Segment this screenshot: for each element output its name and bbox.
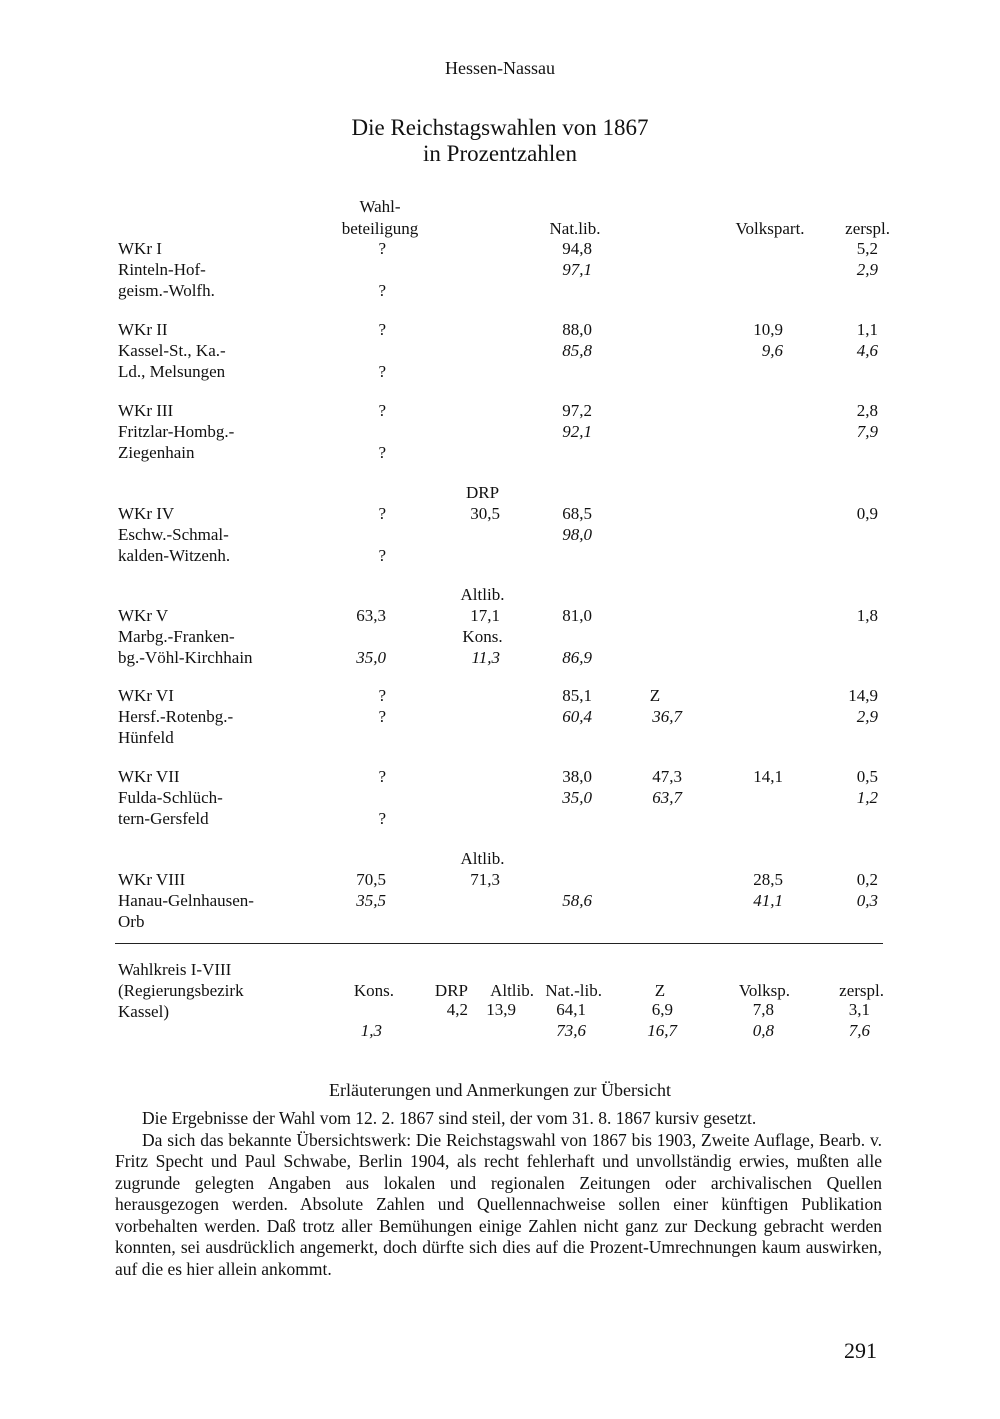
summary-value: 1,3 bbox=[360, 1021, 382, 1040]
table-divider bbox=[115, 943, 883, 944]
natlib-value: 97,1 bbox=[562, 260, 592, 279]
district-name: WKr IV bbox=[118, 504, 175, 523]
natlib-value: 68,5 bbox=[562, 504, 592, 523]
district-name: kalden-Witzenh. bbox=[118, 546, 231, 565]
turnout-value: ? bbox=[378, 546, 386, 565]
turnout-value: ? bbox=[378, 809, 386, 828]
natlib-value: 86,9 bbox=[562, 648, 592, 667]
party-value: 11,3 bbox=[471, 648, 500, 667]
natlib-value: 85,1 bbox=[562, 686, 592, 705]
natlib-value: 98,0 bbox=[562, 525, 592, 544]
summary-header-kons: Kons. bbox=[353, 981, 394, 1000]
zerspl-value: 1,8 bbox=[856, 606, 878, 625]
turnout-value: 70,5 bbox=[356, 870, 386, 889]
header-wahlbeteiligung-2: beteiligung bbox=[341, 219, 419, 238]
natlib-value: 35,0 bbox=[562, 788, 592, 807]
turnout-value: ? bbox=[378, 281, 386, 300]
summary-value: 6,9 bbox=[651, 1000, 673, 1019]
summary-header-volksp: Volksp. bbox=[738, 981, 790, 1000]
district-name: Hanau-Gelnhausen- bbox=[118, 891, 254, 910]
notes-paragraph: Die Ergebnisse der Wahl vom 12. 2. 1867 sind steil, der vom 31. 8. 1867 kursiv gesetzt. bbox=[142, 1108, 757, 1128]
zerspl-value: 4,6 bbox=[856, 341, 878, 360]
district-name: WKr VII bbox=[118, 767, 180, 786]
natlib-value: 97,2 bbox=[562, 401, 592, 420]
party-label-z: Z bbox=[649, 686, 661, 705]
turnout-value: 35,0 bbox=[356, 648, 386, 667]
district-name: WKr II bbox=[118, 320, 168, 339]
summary-value: 64,1 bbox=[556, 1000, 586, 1019]
z-value: 47,3 bbox=[652, 767, 682, 786]
header-volkspart: Volkspart. bbox=[735, 219, 805, 238]
natlib-value: 60,4 bbox=[562, 707, 592, 726]
notes-paragraph: Da sich das bekannte Übersichtswerk: Die Reichstagswahl von 1867 bis 1903, Zweite Auflage, Bearb. v. Fritz Specht und Paul Schwabe, Berlin 1904, als recht fehlerhaft und unvollständig erwies, mußten alle zugrunde gelegten Angaben aus lokalen und regionalen Zeitungen oder archivalischen Quellen herausgezogen werden. Absolute Zahlen und Quellennachweise sollen einer künftigen Publikation vorbehalten werden. Daß trotz aller Bemühungen einige Zahlen nicht ganz zur Deckung gebracht werden konnten, sei ausdrücklich angemerkt, doch dürfte sich dies auf die Prozent-Umrechnungen kaum auswirken, auf die es hier allein ankommt. bbox=[115, 1129, 882, 1279]
party-label: Altlib. bbox=[460, 585, 505, 604]
natlib-value: 38,0 bbox=[562, 767, 592, 786]
summary-value: 13,9 bbox=[486, 1000, 516, 1019]
z-value: 36,7 bbox=[652, 707, 682, 726]
turnout-value: ? bbox=[378, 707, 386, 726]
district-name: Fritzlar-Hombg.- bbox=[118, 422, 235, 441]
district-name: WKr VIII bbox=[118, 870, 186, 889]
volkspart-value: 10,9 bbox=[753, 320, 783, 339]
summary-header-z: Z bbox=[654, 981, 666, 1000]
zerspl-value: 1,1 bbox=[856, 320, 878, 339]
volkspart-value: 14,1 bbox=[753, 767, 783, 786]
summary-name: (Regierungsbezirk bbox=[118, 981, 244, 1000]
summary-value: 73,6 bbox=[556, 1021, 586, 1040]
zerspl-value: 0,9 bbox=[856, 504, 878, 523]
header-natlib: Nat.lib. bbox=[549, 219, 601, 238]
district-name: Ld., Melsungen bbox=[118, 362, 226, 381]
party-label: Kons. bbox=[462, 627, 503, 646]
turnout-value: 63,3 bbox=[356, 606, 386, 625]
running-head: Hessen-Nassau bbox=[445, 58, 555, 78]
district-name: Marbg.-Franken- bbox=[118, 627, 235, 646]
zerspl-value: 0,3 bbox=[856, 891, 878, 910]
turnout-value: ? bbox=[378, 504, 386, 523]
page-title: Die Reichstagswahlen von 1867 bbox=[351, 115, 649, 140]
volkspart-value: 28,5 bbox=[753, 870, 783, 889]
turnout-value: ? bbox=[378, 362, 386, 381]
header-wahlbeteiligung-1: Wahl- bbox=[359, 197, 401, 216]
turnout-value: 35,5 bbox=[356, 891, 386, 910]
summary-value: 7,8 bbox=[752, 1000, 774, 1019]
natlib-value: 94,8 bbox=[562, 239, 592, 258]
district-name: WKr I bbox=[118, 239, 162, 258]
notes-heading: Erläuterungen und Anmerkungen zur Übersicht bbox=[329, 1080, 671, 1100]
district-name: geism.-Wolfh. bbox=[118, 281, 215, 300]
zerspl-value: 2,9 bbox=[856, 260, 878, 279]
district-name: Hersf.-Rotenbg.- bbox=[118, 707, 234, 726]
summary-value: 0,8 bbox=[752, 1021, 774, 1040]
turnout-value: ? bbox=[378, 239, 386, 258]
page-subtitle: in Prozentzahlen bbox=[423, 141, 577, 166]
natlib-value: 81,0 bbox=[562, 606, 592, 625]
summary-header-drp: DRP bbox=[434, 981, 468, 1000]
summary-name: Kassel) bbox=[118, 1002, 169, 1021]
zerspl-value: 2,8 bbox=[856, 401, 878, 420]
notes-body bbox=[115, 1108, 882, 1280]
volkspart-value: 9,6 bbox=[761, 341, 783, 360]
zerspl-value: 0,2 bbox=[856, 870, 878, 889]
district-name: Kassel-St., Ka.- bbox=[118, 341, 226, 360]
zerspl-value: 2,9 bbox=[856, 707, 878, 726]
party-label: Altlib. bbox=[460, 849, 505, 868]
turnout-value: ? bbox=[378, 401, 386, 420]
turnout-value: ? bbox=[378, 767, 386, 786]
district-name: Eschw.-Schmal- bbox=[118, 525, 229, 544]
natlib-value: 58,6 bbox=[562, 891, 592, 910]
summary-value: 4,2 bbox=[446, 1000, 468, 1019]
district-name: bg.-Vöhl-Kirchhain bbox=[118, 648, 253, 667]
district-name: WKr V bbox=[118, 606, 169, 625]
district-name: Fulda-Schlüch- bbox=[118, 788, 223, 807]
natlib-value: 88,0 bbox=[562, 320, 592, 339]
zerspl-value: 1,2 bbox=[856, 788, 878, 807]
district-name: WKr VI bbox=[118, 686, 174, 705]
summary-value: 16,7 bbox=[647, 1021, 677, 1040]
party-value: 30,5 bbox=[470, 504, 500, 523]
district-name: Orb bbox=[118, 912, 145, 931]
turnout-value: ? bbox=[378, 320, 386, 339]
zerspl-value: 0,5 bbox=[856, 767, 878, 786]
turnout-value: ? bbox=[378, 443, 386, 462]
summary-header-natlib: Nat.-lib. bbox=[545, 981, 602, 1000]
natlib-value: 92,1 bbox=[562, 422, 592, 441]
summary-value: 3,1 bbox=[848, 1000, 870, 1019]
party-label: DRP bbox=[465, 483, 500, 502]
zerspl-value: 5,2 bbox=[856, 239, 878, 258]
natlib-value: 85,8 bbox=[562, 341, 592, 360]
summary-value: 7,6 bbox=[848, 1021, 870, 1040]
district-name: Ziegenhain bbox=[118, 443, 195, 462]
summary-header-zerspl: zerspl. bbox=[839, 981, 884, 1000]
z-value: 63,7 bbox=[652, 788, 682, 807]
district-name: tern-Gersfeld bbox=[118, 809, 209, 828]
zerspl-value: 14,9 bbox=[848, 686, 878, 705]
turnout-value: ? bbox=[378, 686, 386, 705]
district-name: Rinteln-Hof- bbox=[118, 260, 206, 279]
district-name: Hünfeld bbox=[118, 728, 174, 747]
summary-header-altlib: Altlib. bbox=[490, 981, 534, 1000]
zerspl-value: 7,9 bbox=[856, 422, 878, 441]
volkspart-value: 41,1 bbox=[753, 891, 783, 910]
page-number: 291 bbox=[844, 1338, 877, 1363]
district-name: WKr III bbox=[118, 401, 174, 420]
party-value: 71,3 bbox=[470, 870, 500, 889]
header-zerspl: zerspl. bbox=[845, 219, 890, 238]
summary-name: Wahlkreis I-VIII bbox=[118, 960, 232, 979]
party-value: 17,1 bbox=[470, 606, 500, 625]
